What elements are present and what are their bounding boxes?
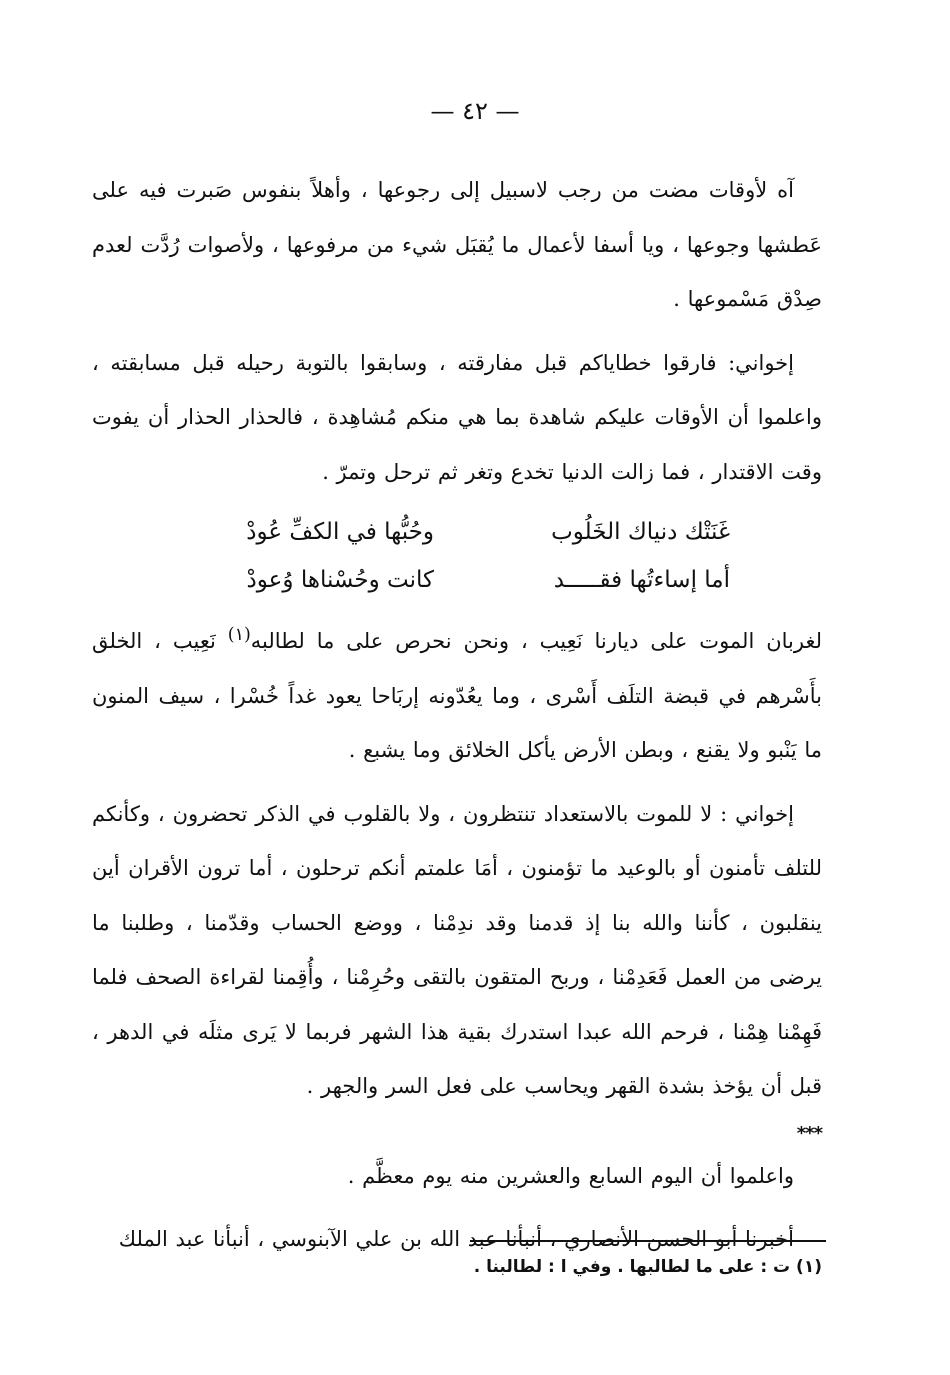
poem-verse	[92, 508, 822, 604]
paragraph: إخواني : لا للموت بالاستعداد تنتظرون ، ولا بالقلوب في الذكر تحضرون ، وكأنكم للتلف تأمنون أو بالوعيد ما تؤمنون ، أمَا علمتم أنكم ترحلون ، أما ترون الأقران أين ينقلبون ، كأننا والله بنا إذ قدمنا وقد ندِمْنا ، ووضع الحساب وقدّمنا ، وطلبنا ما يرضى من العمل فَعَدِمْنا ، وربح المتقون بالتقى وحُرِمْنا ، وأُقِمنا لقراءة الصحف فلما فَهِمْنا هِمْنا ، فرحم الله عبدا استدرك بقية هذا الشهر فربما لا يَرى مثلَه في الدهر ، قبل أن يؤخذ بشدة القهر ويحاسب على فعل السر والجهر .	[92, 801, 822, 1098]
verse-second-hemistich: كانت وحُسْناها وُعودْ	[246, 567, 434, 593]
footnote-reference: (١)	[227, 625, 251, 645]
verse-first-hemistich: غَنَتْك دنياك الخَلُوب	[551, 519, 730, 545]
verse-line	[92, 508, 822, 556]
paragraph-text: نَعِيب ، الخلق بأَسْرهم في قبضة التلَف أَسْرى ، وما يعُدّونه إربَاحا يعود غداً خُسْرا ، سيف المنون ما يَنْبو ولا يقنع ، وبطن الأرض يأكل الخلائق وما يشبع .	[92, 629, 822, 762]
page-number: — ٤٢ —	[430, 97, 520, 125]
paragraph-text: لغربان الموت على ديارنا نَعِيب ، ونحن نحرص على ما لطالبه	[250, 629, 822, 653]
verse-first-hemistich: أما إساءتُها فقـــــد	[553, 567, 730, 593]
paragraph: آه لأوقات مضت من رجب لاسبيل إلى رجوعها ، وأهلاً بنفوس صَبرت فيه على عَطشها وجوعها ، ويا أسفا لأعمال ما يُقبَل شيء من مرفوعها ، ولأصوات رُدَّت لعدم صِدْق مَسْموعها .	[92, 178, 822, 311]
verse-line	[92, 556, 822, 604]
verse-second-hemistich: وحُبُّها في الكفِّ عُودْ	[246, 519, 434, 545]
section-separator: ***	[796, 1122, 822, 1144]
main-text	[92, 163, 822, 1276]
paragraph: أخبرنا أبو الحسن الأنصاري ، أنبأنا عبد الله بن علي الآبنوسي ، أنبأنا عبد الملك	[118, 1227, 794, 1251]
footnote-divider	[470, 1240, 826, 1242]
paragraph: إخواني: فارقوا خطاياكم قبل مفارقته ، وسابقوا بالتوبة رحيله قبل مسابقته ، واعلموا أن الأوقات عليكم شاهدة بما هي منكم مُشاهِدة ، فالحذار الحذار أن يفوت وقت الاقتدار ، فما زالت الدنيا تخدع وتغر ثم ترحل وتمرّ .	[92, 350, 823, 484]
footnote: (١) ت : على ما لطالبها . وفي ا : لطالبنا .	[473, 1257, 822, 1277]
paragraph	[92, 608, 822, 778]
paragraph: واعلموا أن اليوم السابع والعشرين منه يوم معظَّم .	[347, 1163, 794, 1188]
